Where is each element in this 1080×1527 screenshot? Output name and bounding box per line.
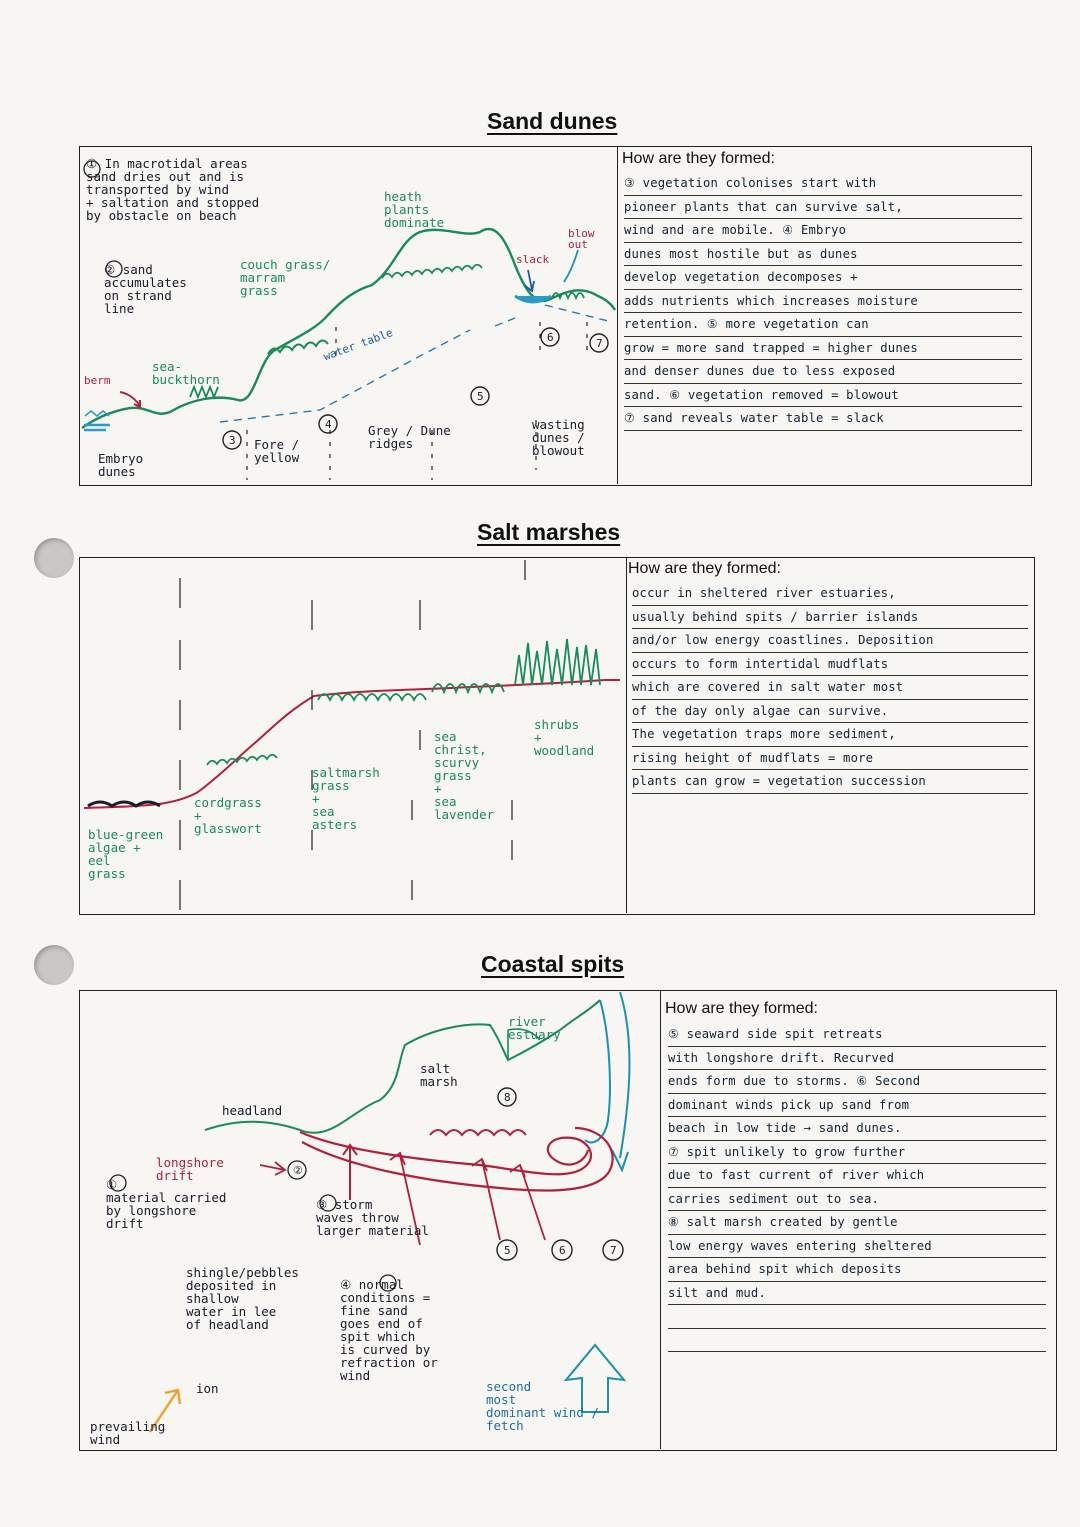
label-slack: slack bbox=[516, 253, 550, 266]
note-line: due to fast current of river which bbox=[668, 1164, 1046, 1188]
note-line: usually behind spits / barrier islands bbox=[632, 606, 1028, 630]
step-number-7: 7 bbox=[610, 1244, 617, 1257]
label-sea-christ: sea christ, scurvy grass + sea lavender bbox=[434, 729, 495, 822]
label-longshore-drift: longshore drift bbox=[156, 1155, 224, 1183]
label-blue-green-algae: blue-green algae + eel grass bbox=[88, 827, 164, 881]
step-number-5: 5 bbox=[477, 390, 484, 403]
note-line: area behind spit which deposits bbox=[668, 1258, 1046, 1282]
note-line: with longshore drift. Recurved bbox=[668, 1047, 1046, 1071]
note-line: occur in sheltered river estuaries, bbox=[632, 582, 1028, 606]
label-fore-yellow: Fore / yellow bbox=[254, 437, 300, 465]
step-number-3: 3 bbox=[229, 434, 236, 447]
note-line: low energy waves entering sheltered bbox=[668, 1235, 1046, 1259]
label-sea-buckthorn: sea- buckthorn bbox=[152, 359, 220, 387]
label-second-wind: second most dominant wind / fetch bbox=[486, 1379, 599, 1433]
step-number-8: 8 bbox=[504, 1091, 511, 1104]
note-line: occurs to form intertidal mudflats bbox=[632, 653, 1028, 677]
note-line: ⑤ seaward side spit retreats bbox=[668, 1023, 1046, 1047]
note-line: of the day only algae can survive. bbox=[632, 700, 1028, 724]
label-river-estuary: river estuary bbox=[508, 1014, 561, 1042]
sand-dunes-title: Sand dunes bbox=[487, 108, 618, 134]
note-line: and denser dunes due to less exposed bbox=[624, 360, 1022, 384]
label-prevailing-wind: prevailing wind bbox=[90, 1419, 166, 1447]
label-heath-plants: heath plants dominate bbox=[384, 189, 445, 230]
note-line: pioneer plants that can survive salt, bbox=[624, 196, 1022, 220]
label-cordgrass: cordgrass + glasswort bbox=[194, 795, 262, 836]
label-spit-step2: ② bbox=[293, 1164, 303, 1177]
label-spit-step4: ④ normal conditions = fine sand goes end of spit which is curved by refraction or wind bbox=[340, 1277, 438, 1383]
note-line: ⑧ salt marsh created by gentle bbox=[668, 1211, 1046, 1235]
label-shingle: shingle/pebbles deposited in shallow water in lee of headland bbox=[186, 1265, 299, 1332]
label-blowout: blow out bbox=[568, 227, 595, 251]
note-line: plants can grow = vegetation succession bbox=[632, 770, 1028, 794]
note-line: ends form due to storms. ⑥ Second bbox=[668, 1070, 1046, 1094]
note-line: sand. ⑥ vegetation removed = blowout bbox=[624, 384, 1022, 408]
note-line: adds nutrients which increases moisture bbox=[624, 290, 1022, 314]
step-number-5: 5 bbox=[504, 1244, 511, 1257]
sand-dunes-how-title: How are they formed: bbox=[622, 150, 775, 167]
coastal-spits-how-title: How are they formed: bbox=[665, 1000, 818, 1017]
note-line: beach in low tide → sand dunes. bbox=[668, 1117, 1046, 1141]
note-line: The vegetation traps more sediment, bbox=[632, 723, 1028, 747]
note-line: retention. ⑤ more vegetation can bbox=[624, 313, 1022, 337]
note-line: and/or low energy coastlines. Deposition bbox=[632, 629, 1028, 653]
label-spit-step3: ③ storm waves throw larger material bbox=[316, 1197, 429, 1238]
salt-marshes-how-title: How are they formed: bbox=[628, 560, 781, 577]
step-number-6: 6 bbox=[559, 1244, 566, 1257]
label-wasting-dunes: wasting dunes / blowout bbox=[532, 417, 585, 458]
step-number-7: 7 bbox=[596, 337, 603, 350]
note-line: develop vegetation decomposes + bbox=[624, 266, 1022, 290]
label-water-table: water table bbox=[321, 326, 395, 364]
label-ion: ion bbox=[196, 1381, 219, 1396]
note-line: ⑦ sand reveals water table = slack bbox=[624, 407, 1022, 431]
coastal-spits-title: Coastal spits bbox=[481, 951, 625, 977]
note-line: rising height of mudflats = more bbox=[632, 747, 1028, 771]
note-line: ⑦ spit unlikely to grow further bbox=[668, 1141, 1046, 1165]
label-shrubs-woodland: shrubs + woodland bbox=[534, 717, 595, 758]
salt-marshes-title: Salt marshes bbox=[477, 519, 621, 545]
note-line: dunes most hostile but as dunes bbox=[624, 243, 1022, 267]
note-line: silt and mud. bbox=[668, 1282, 1046, 1306]
label-embryo-dunes: Embryo dunes bbox=[98, 451, 144, 479]
note-line: ③ vegetation colonises start with bbox=[624, 172, 1022, 196]
label-saltmarsh-grass: saltmarsh grass + sea asters bbox=[312, 765, 380, 832]
label-grey-dune-ridges: Grey / Dune ridges bbox=[368, 423, 451, 451]
step-number-4: 4 bbox=[325, 418, 332, 431]
note-line: grow = more sand trapped = higher dunes bbox=[624, 337, 1022, 361]
note-line: dominant winds pick up sand from bbox=[668, 1094, 1046, 1118]
label-headland: headland bbox=[222, 1103, 283, 1118]
label-couch-grass: couch grass/ marram grass bbox=[240, 257, 331, 298]
label-step1: ① In macrotidal areas sand dries out and is transported by wind + saltation and stopped by obstacle on beach bbox=[86, 156, 260, 223]
label-spit-step1: ① material carried by longshore drift bbox=[106, 1177, 227, 1231]
note-line: carries sediment out to sea. bbox=[668, 1188, 1046, 1212]
label-berm: berm bbox=[84, 374, 111, 387]
step-number-6: 6 bbox=[547, 331, 554, 344]
note-line: wind and are mobile. ④ Embryo bbox=[624, 219, 1022, 243]
note-line: which are covered in salt water most bbox=[632, 676, 1028, 700]
label-step2: ② sand accumulates on strand line bbox=[104, 262, 187, 316]
label-salt-marsh: salt marsh bbox=[420, 1061, 458, 1089]
